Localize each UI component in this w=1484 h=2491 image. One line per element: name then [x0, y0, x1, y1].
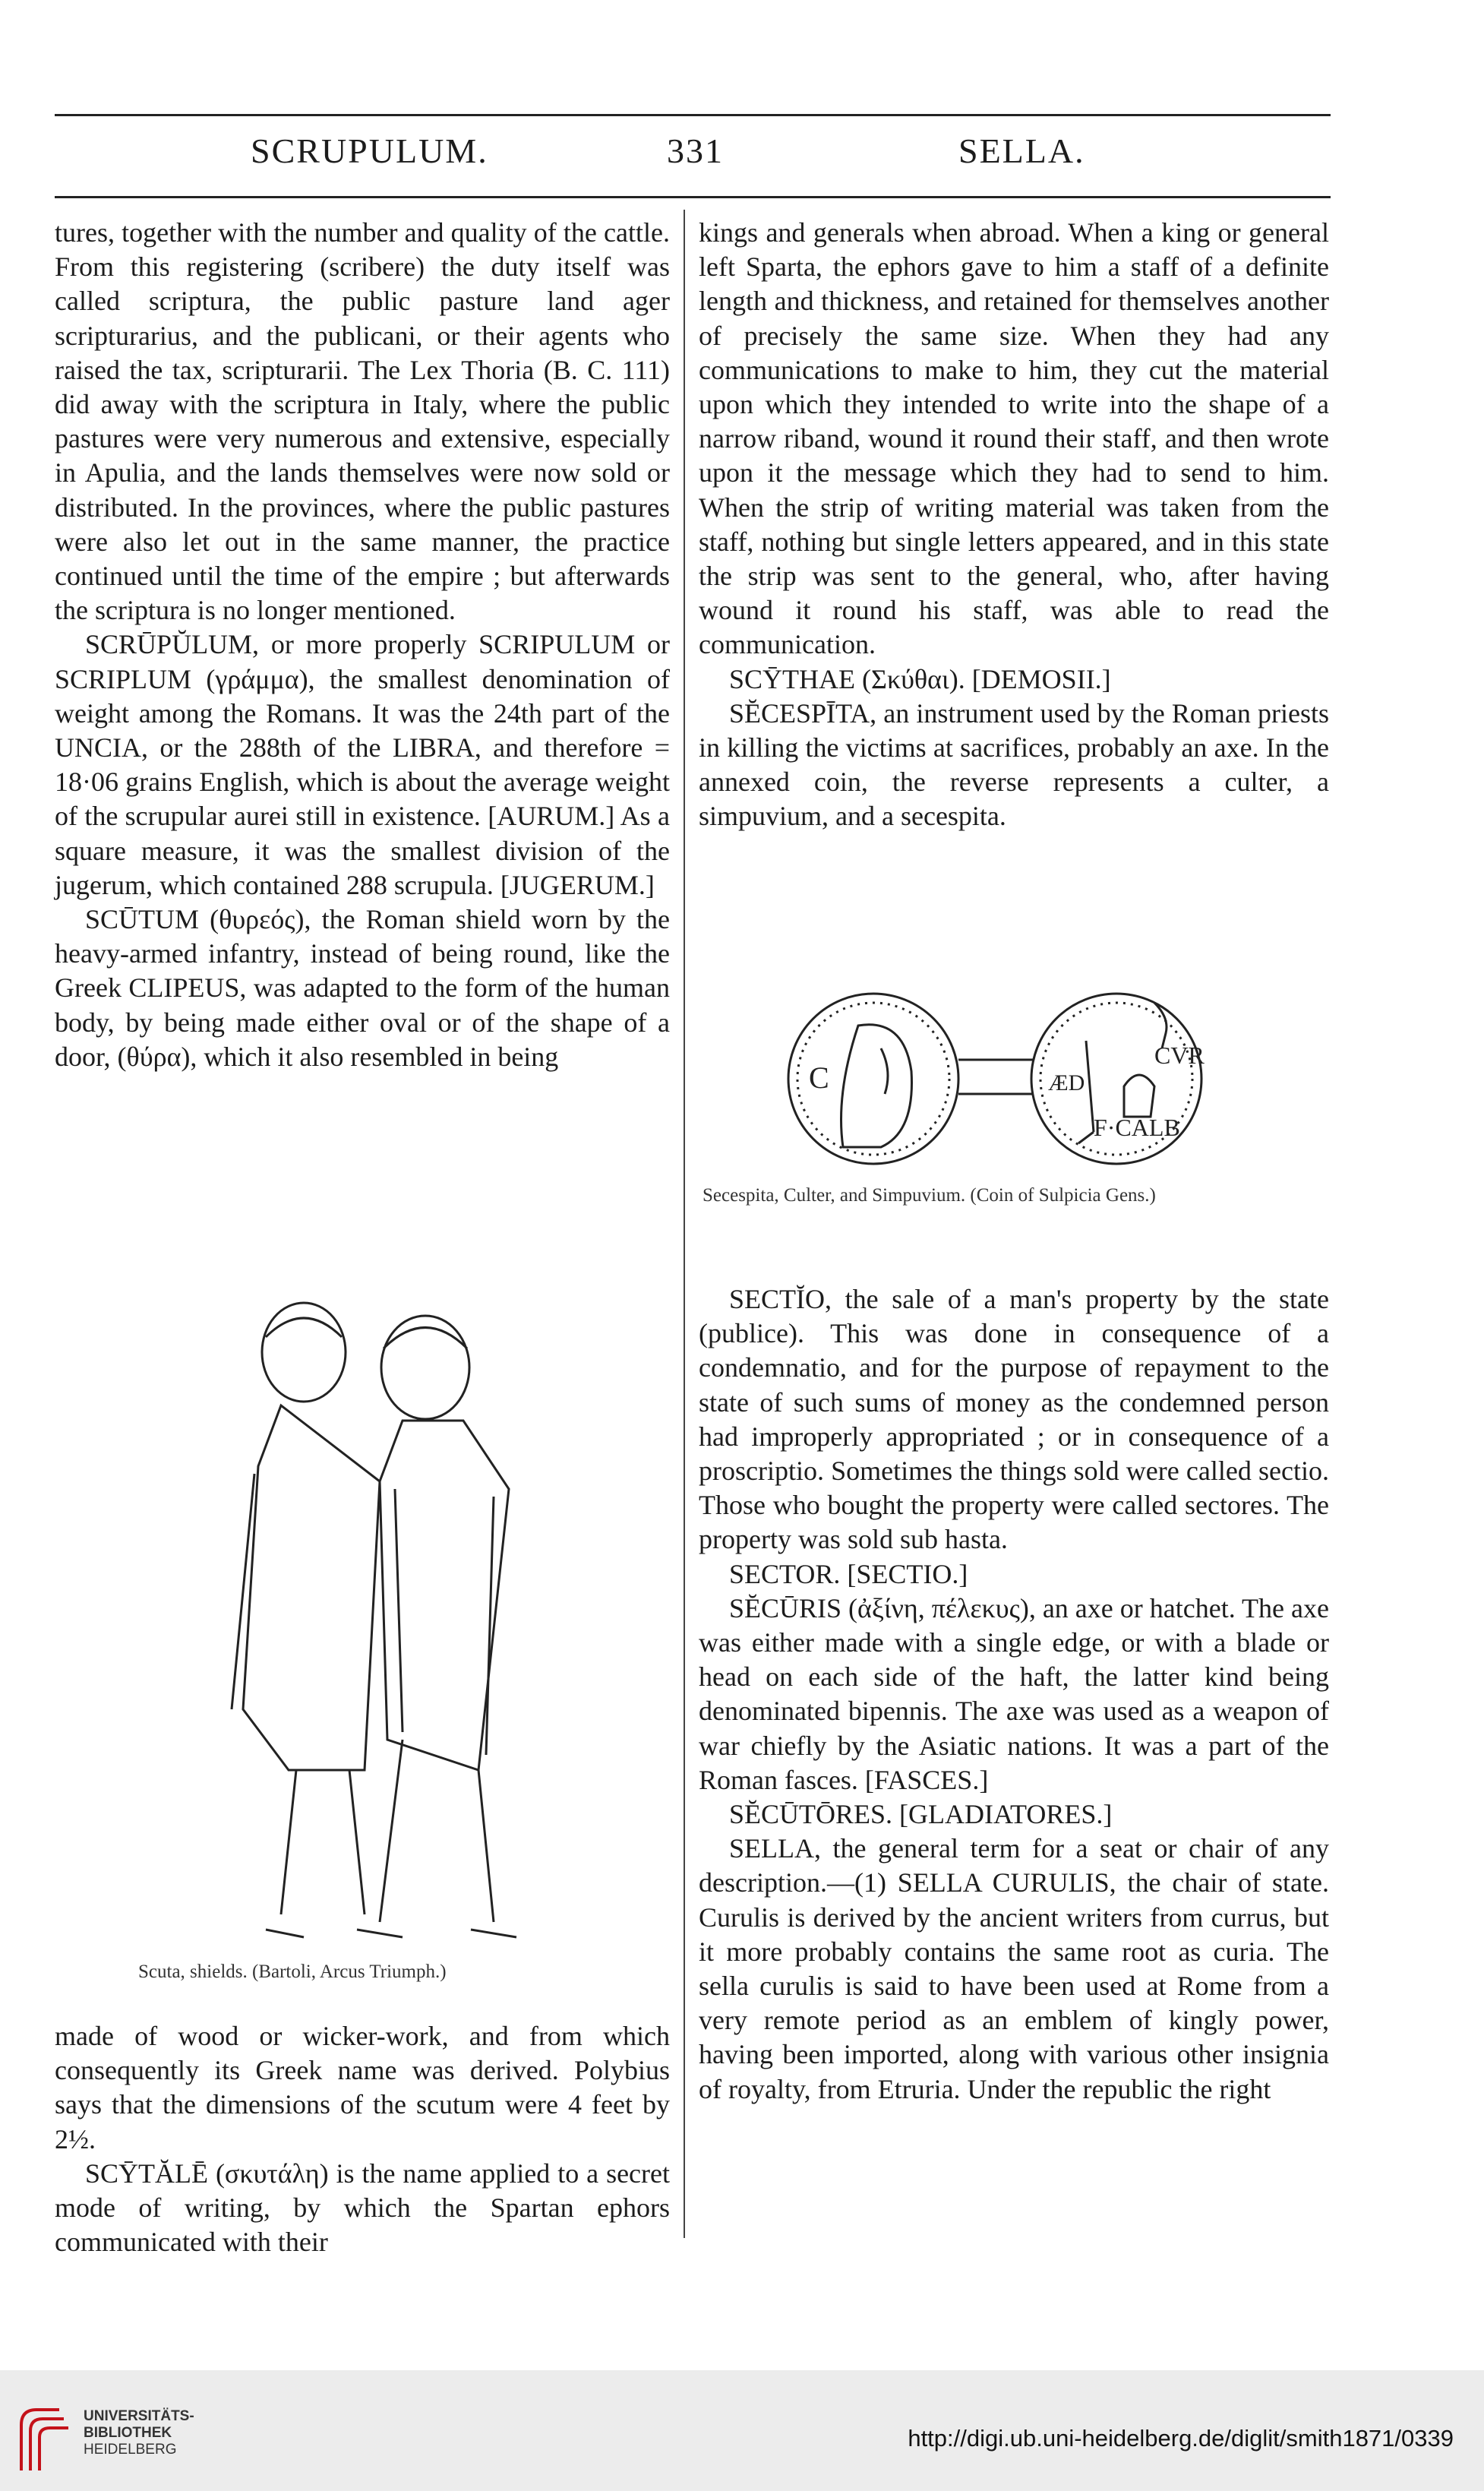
library-name-line3: HEIDELBERG — [84, 2442, 177, 2458]
coin-legend-bottom: F·CALB — [1094, 1114, 1180, 1141]
right-column-text — [699, 216, 1329, 834]
scuta-illustration — [152, 1284, 577, 1952]
paragraph: SECTOR. [SECTIO.] — [729, 1558, 968, 1589]
coin-illustration — [729, 980, 1337, 1178]
library-name — [84, 2408, 194, 2458]
page-number: 331 — [667, 131, 724, 170]
top-rule — [55, 114, 1331, 116]
paragraph: SECTĬO, the sale of a man's property by the state (publice). This was done in consequence of a condemnatio, and for the purpose of repayment to the state of such sums of money as the condemned person had improperly appropriated ; or in consequence of a proscriptio. Sometimes the things sold were called sectio. Those who bought the property were called sectores. The property was sold sub hasta. — [699, 1284, 1329, 1555]
paragraph: tures, together with the number and quality of the cattle. From this registering (scribere) the duty itself was called scriptura, the public pasture land ager scripturarius, and the publicani, or their agents who raised the tax, scripturarii. The Lex Thoria (B. C. 111) did away with the scriptura in Italy, where the public pastures were very numerous and extensive, especially in Apulia, and the lands themselves were now sold or distributed. In the provinces, where the public pastures were also let out in the same manner, the practice continued until the time of the empire ; but afterwards the scriptura is no longer mentioned. — [55, 217, 670, 626]
header-rule — [55, 196, 1331, 198]
paragraph: SĔCESPĪTA, an instrument used by the Roman priests in killing the victims at sacrifices, probably an axe. In the annexed coin, the reverse represents a culter, a simpuvium, and a secespita. — [699, 697, 1329, 832]
university-library-logo-icon — [14, 2395, 74, 2478]
paragraph: SCȲTHAE (Σκύθαι). [DEMOSII.] — [729, 663, 1111, 694]
paragraph: SCRŪPŬLUM, or more properly SCRIPULUM or SCRIPLUM (γράμμα), the smallest denomination of weight among the Romans. It was the 24th part of the UNCIA, or the 288th of the LIBRA, and therefore = 18·06 grains English, which is about the average weight of the scrupular aurei still in existence. [AURUM.] As a square measure, it was the smallest division of the jugerum, which contained 288 scrupula. [JUGERUM.] — [55, 629, 670, 900]
left-column-text-2 — [55, 2019, 670, 2259]
library-name-line1: UNIVERSITÄTS- — [84, 2408, 194, 2424]
paragraph: SĔCŪRIS (ἀξίνη, πέλεκυς), an axe or hatchet. The axe was either made with a single edge, or with a blade or head on each side of the haft, the latter kind being denominated bipennis. The axe was used as a weapon of war chiefly by the Asiatic nations. It was a part of the Roman fasces. [FASCES.] — [699, 1592, 1329, 1795]
library-name-line2: BIBLIOTHEK — [84, 2425, 172, 2441]
coin-legend-top: CVR — [1154, 1042, 1205, 1069]
paragraph: SĔCŪTŌRES. [GLADIATORES.] — [729, 1799, 1113, 1830]
running-head-right: SELLA. — [958, 131, 1085, 170]
coin-legend-side: ÆD — [1048, 1070, 1085, 1095]
paragraph: SCȲTĂLĒ (σκυτάλη) is the name applied to a secret mode of writing, by which the Spartan ephors communicated with their — [55, 2157, 670, 2258]
paragraph: made of wood or wicker-work, and from which consequently its Greek name was derived. Polybius says that the dimensions of the scutum were 4 feet by 2½. — [55, 2021, 670, 2154]
source-url-link[interactable]: http://digi.ub.uni-heidelberg.de/diglit/smith1871/0339 — [908, 2425, 1454, 2451]
paragraph: SCŪTUM (θυρεός), the Roman shield worn by the heavy-armed infantry, instead of being round, like the Greek CLIPEUS, was adapted to the form of the human body, by being made either oval or of the shape of a door, (θύρα), which it also resembled in being — [55, 904, 670, 1072]
left-column-text — [55, 216, 670, 1074]
right-column-text-2 — [699, 1282, 1329, 2107]
paragraph: SELLA, the general term for a seat or chair of any description.—(1) SELLA CURULIS, the chair of state. Curulis is derived by the ancient writers from currus, but it more probably contains the same root as curia. The sella curulis is said to have been used at Rome from a very remote period as an emblem of kingly power, having been imported, along with various other insignia of royalty, from Etruria. Under the republic the right — [699, 1833, 1329, 2104]
running-head-left: SCRUPULUM. — [251, 131, 488, 170]
paragraph: kings and generals when abroad. When a king or general left Sparta, the ephors gave to him a staff of a definite length and thickness, and retained for themselves another of precisely the same size. When they had any communications to make to him, they cut the material upon which they intended to write into the shape of a narrow riband, wound it round their staff, and then wrote upon it the message which they had to send to him. When the strip of writing material was taken from the staff, nothing but single letters appeared, and in this state the strip was sent to the general, who, after having wound it round his staff, was able to read the communication. — [699, 217, 1329, 660]
coin-obverse-legend: C — [809, 1061, 829, 1095]
coin-caption: Secespita, Culter, and Simpuvium. (Coin of Sulpicia Gens.) — [703, 1185, 1156, 1206]
shield-caption: Scuta, shields. (Bartoli, Arcus Triumph.) — [138, 1962, 447, 1982]
column-divider — [684, 210, 685, 2238]
